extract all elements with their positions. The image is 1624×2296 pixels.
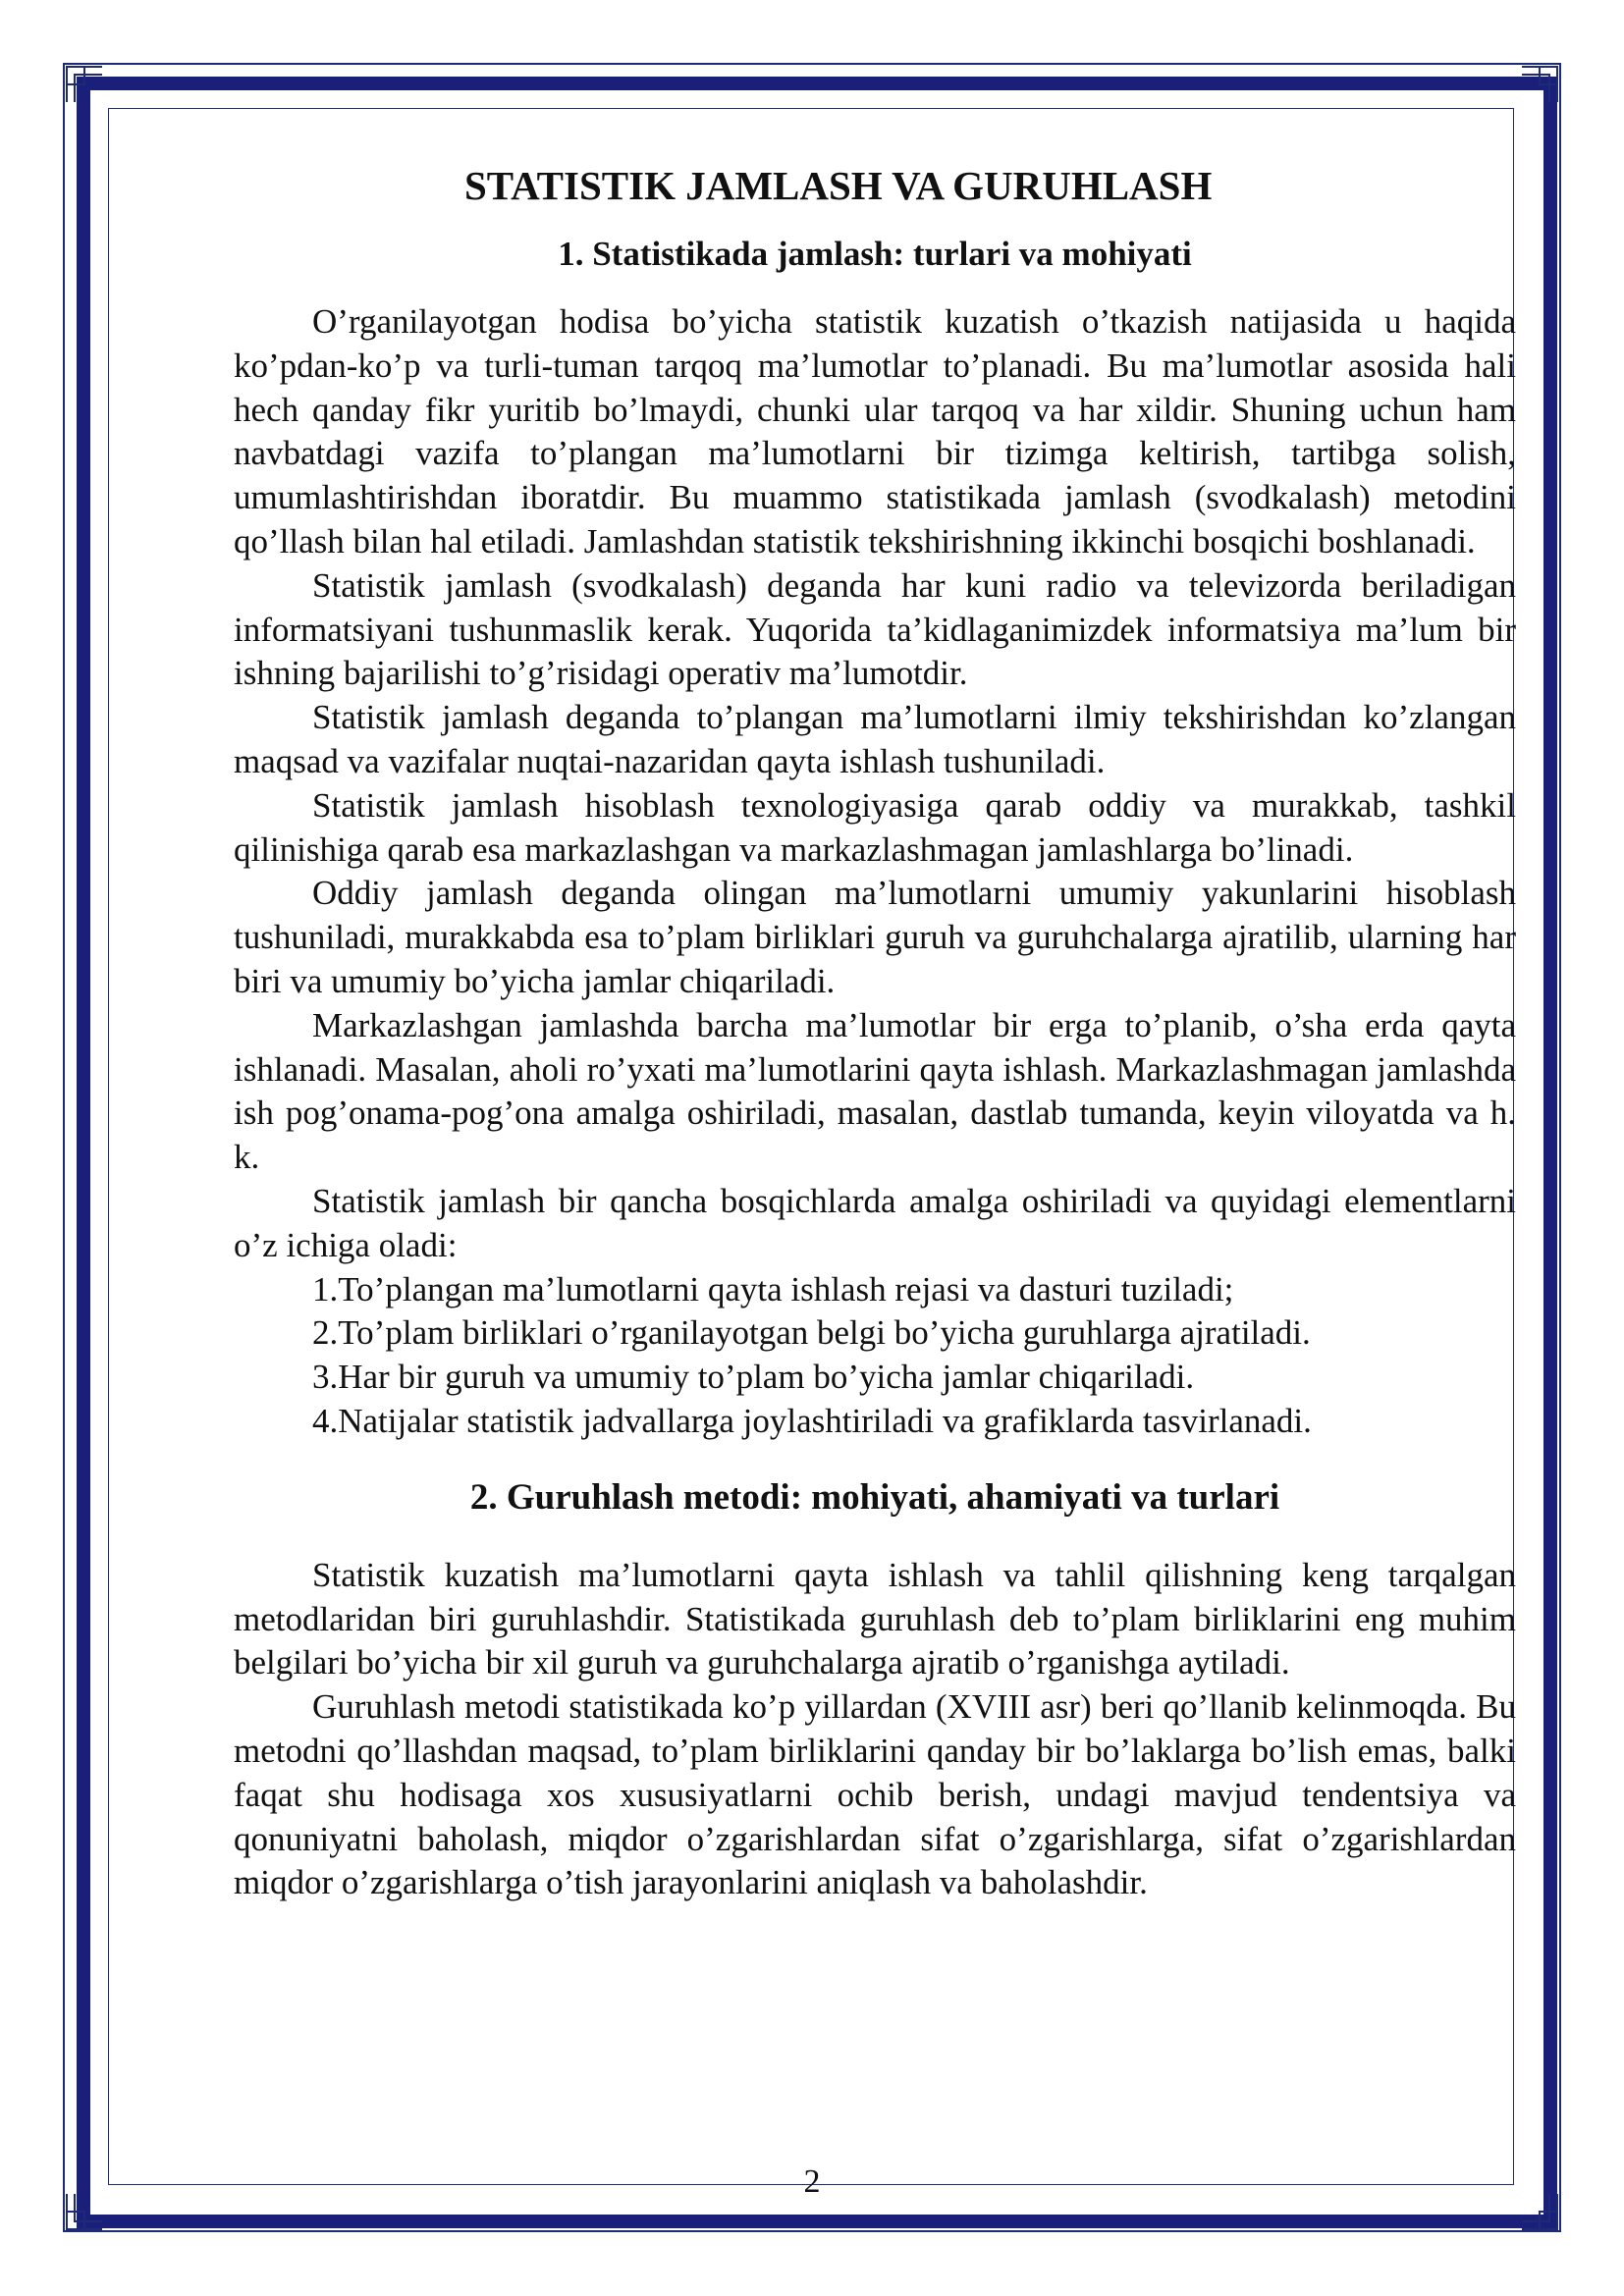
list-item: 2.To’plam birliklari o’rganilayotgan belgi bo’yicha guruhlarga ajratiladi.	[312, 1313, 1311, 1353]
paragraph: Markazlashgan jamlashda barcha ma’lumotlar bir erga to’planib, o’sha erda qayta ishlanadi. Masalan, aholi ro’yxati ma’lumotlarini qayta ishlash. Markazlashmagan jamlashda ish pog’onama-pog’ona amalga oshiriladi, masalan, dastlab tumanda, keyin viloyatda va h. k.	[234, 1005, 1516, 1177]
paragraph: Statistik jamlash bir qancha bosqichlarda amalga oshiriladi va quyidagi elementlarni o’z ichiga oladi:	[234, 1181, 1516, 1264]
section-1-heading: 1. Statistikada jamlash: turlari va mohiyati	[558, 235, 1192, 273]
paragraph: Statistik jamlash deganda to’plangan ma’lumotlarni ilmiy tekshirishdan ko’zlangan maqsad va vazifalar nuqtai-nazaridan qayta ishlash tushuniladi.	[234, 698, 1516, 780]
frame-corner-ornament	[1520, 65, 1559, 104]
page-number: 2	[803, 2163, 821, 2200]
paragraph: O’rganilayotgan hodisa bo’yicha statistik kuzatish o’tkazish natijasida u haqida ko’pdan-ko’p va turli-tuman tarqoq ma’lumotlar to’planadi. Bu ma’lumotlar asosida hali hech qanday fikr yuritib bo’lmaydi, chunki ular tarqoq va har xildir. Shuning uchun ham navbatdagi vazifa to’plangan ma’lumotlarni bir tizimga keltirish, tartibga solish, umumlashtirishdan iboratdir. Bu muammo statistikada jamlash (svodkalash) metodini qo’llash bilan hal etiladi. Jamlashdan statistik tekshirishning ikkinchi bosqichi boshlanadi.	[234, 302, 1516, 561]
frame-corner-ornament	[65, 65, 104, 104]
paragraph: Statistik jamlash (svodkalash) deganda har kuni radio va televizorda beriladigan informatsiyani tushunmaslik kerak. Yuqorida ta’kidlaganimizdek informatsiya ma’lum bir ishning bajarilishi to’g’risidagi operativ ma’lumotdir.	[234, 565, 1516, 693]
paragraph: Oddiy jamlash deganda olingan ma’lumotlarni umumiy yakunlarini hisoblash tushuniladi, murakkabda esa to’plam birliklari guruh va guruhchalarga ajratilib, ularning har biri va umumiy bo’yicha jamlar chiqariladi.	[234, 874, 1516, 1000]
document-title: STATISTIK JAMLASH VA GURUHLASH	[464, 163, 1213, 208]
paragraph: Statistik kuzatish ma’lumotlarni qayta ishlash va tahlil qilishning keng tarqalgan metodlaridan biri guruhlashdir. Statistikada guruhlash deb to’plam birliklarini eng muhim belgilari bo’yicha bir xil guruh va guruhchalarga ajratib o’rganishga aytiladi.	[234, 1555, 1516, 1682]
list-item: 3.Har bir guruh va umumiy to’plam bo’yicha jamlar chiqariladi.	[312, 1358, 1195, 1397]
list-item: 1.To’plangan ma’lumotlarni qayta ishlash rejasi va dasturi tuziladi;	[312, 1269, 1234, 1308]
list-item: 4.Natijalar statistik jadvallarga joylashtiriladi va grafiklarda tasvirlanadi.	[312, 1401, 1312, 1440]
document-body	[234, 147, 1516, 1905]
section-2-heading: 2. Guruhlash metodi: mohiyati, ahamiyati va turlari	[469, 1476, 1280, 1518]
paragraph: Guruhlash metodi statistikada ko’p yillardan (XVIII asr) beri qo’llanib kelinmoqda. Bu metodni qo’llashdan maqsad, to’plam birliklarini qanday bir bo’laklarga bo’lish emas, balki faqat shu hodisaga xos xususiyatlarni ochib berish, undagi mavjud tendentsiya va qonuniyatni baholash, miqdor o’zgarishlardan sifat o’zgarishlarga, sifat o’zgarishlardan miqdor o’zgarishlarga o’tish jarayonlarini aniqlash va baholashdir.	[234, 1687, 1516, 1902]
paragraph: Statistik jamlash hisoblash texnologiyasiga qarab oddiy va murakkab, tashkil qilinishiga qarab esa markazlashgan va markazlashmagan jamlashlarga bo’linadi.	[234, 785, 1516, 869]
